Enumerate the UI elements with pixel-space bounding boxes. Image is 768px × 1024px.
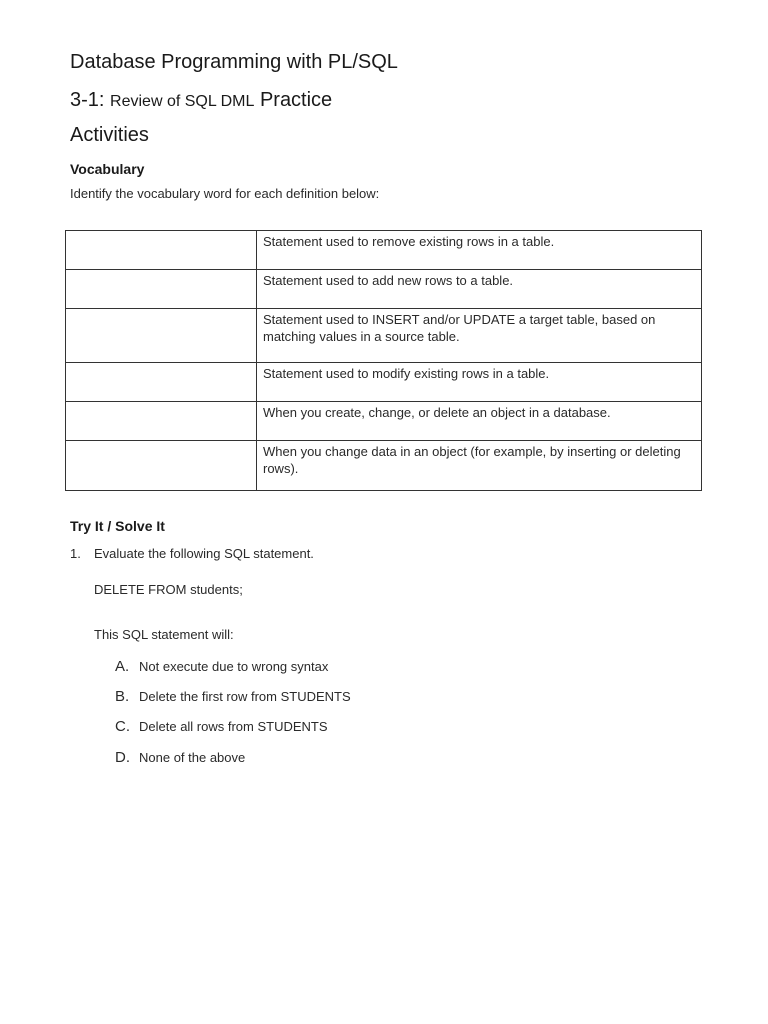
table-row	[66, 270, 702, 309]
term-cell[interactable]	[66, 309, 257, 363]
term-cell[interactable]	[66, 441, 257, 491]
vocabulary-table	[65, 230, 702, 491]
option-letter: D.	[115, 749, 130, 766]
table-row	[66, 363, 702, 402]
question-text: Evaluate the following SQL statement.	[94, 546, 314, 561]
question-prompt: This SQL statement will:	[94, 627, 234, 642]
lesson-number: 3-1:	[70, 89, 105, 111]
term-cell[interactable]	[66, 402, 257, 441]
table-row	[66, 309, 702, 363]
lesson-subtitle	[70, 87, 332, 115]
option-text: Not execute due to wrong syntax	[139, 659, 329, 674]
answer-option-b[interactable]	[115, 688, 351, 706]
table-row	[66, 441, 702, 491]
answer-option-a[interactable]	[115, 658, 328, 676]
answer-option-c[interactable]	[115, 718, 328, 736]
vocabulary-instructions: Identify the vocabulary word for each definition below:	[70, 186, 380, 201]
term-cell[interactable]	[66, 363, 257, 402]
definition-cell: Statement used to add new rows to a table.	[257, 270, 702, 309]
table-row	[66, 402, 702, 441]
try-it-heading: Try It / Solve It	[70, 518, 165, 534]
option-letter: A.	[115, 658, 130, 675]
option-text: None of the above	[139, 750, 246, 765]
lesson-name: Review of SQL DML	[110, 93, 255, 110]
option-letter: B.	[115, 688, 130, 705]
page-title: Database Programming with PL/SQL	[70, 51, 398, 73]
question-number: 1.	[70, 546, 81, 561]
vocabulary-heading: Vocabulary	[70, 161, 145, 177]
table-row	[66, 231, 702, 270]
option-letter: C.	[115, 718, 130, 735]
definition-cell: Statement used to remove existing rows in a table.	[257, 231, 702, 270]
option-text: Delete all rows from STUDENTS	[139, 719, 328, 734]
definition-cell: When you create, change, or delete an object in a database.	[257, 402, 702, 441]
definition-cell: When you change data in an object (for example, by inserting or deleting rows).	[257, 441, 702, 491]
activities-heading: Activities	[70, 124, 149, 146]
term-cell[interactable]	[66, 270, 257, 309]
term-cell[interactable]	[66, 231, 257, 270]
definition-cell: Statement used to modify existing rows in a table.	[257, 363, 702, 402]
sql-statement: DELETE FROM students;	[94, 582, 243, 597]
practice-word: Practice	[259, 89, 333, 111]
answer-option-d[interactable]	[115, 749, 245, 767]
option-text: Delete the first row from STUDENTS	[139, 689, 351, 704]
definition-cell: Statement used to INSERT and/or UPDATE a target table, based on matching values in a source table.	[257, 309, 702, 363]
